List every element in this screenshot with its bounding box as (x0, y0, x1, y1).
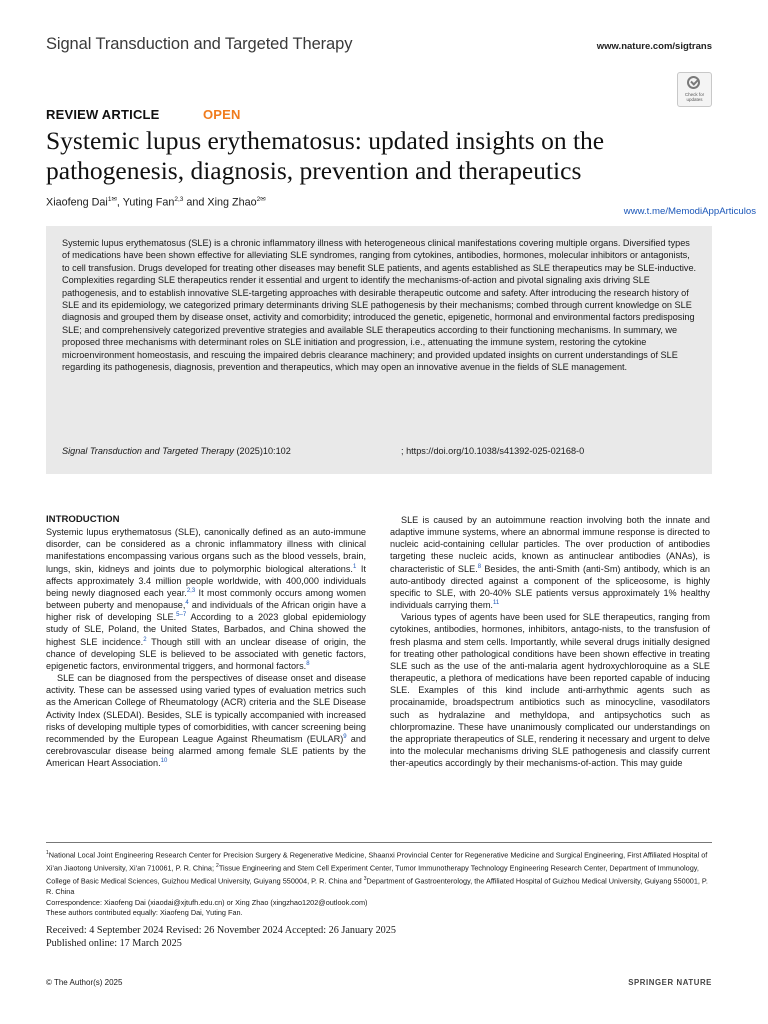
section-heading: INTRODUCTION (46, 514, 120, 525)
body-column-left (46, 514, 366, 769)
text-run: Besides, the anti-Smith (anti-Sm) antibody, which is an auto-antibody directed against a component of the spliceosome, is highly specific to SLE, with 20-40% SLE patients versus approximately 1% healthy individuals carrying them. (390, 563, 711, 611)
text-run: It affects approximately 3.4 million people worldwide, with 400,000 individuals being newly diagnosed each year. (46, 563, 366, 598)
check-updates-label: Check for updates (684, 92, 705, 102)
reference-marker[interactable]: 5–7 (176, 612, 187, 619)
text-run: National Local Joint Engineering Research Center for Precision Surgery & Regenerative Medicine, Shaanxi Provincial Center for Regenerative Medicine and Surgical Engineering, First Affiliated Hospital of Xi'an Jiaotong University, Xi'an 710061, P. R. China; (46, 850, 708, 873)
reference-marker[interactable]: 2,3 (186, 587, 196, 594)
author-separator: and (183, 196, 208, 209)
affiliation-marker: 2 (216, 863, 219, 870)
open-access-badge: OPEN (203, 107, 241, 122)
body-paragraph (46, 526, 366, 672)
right-column-paragraphs (390, 514, 710, 769)
author-affiliation: 1 (107, 196, 112, 203)
text-run: Correspondence: Xiaofeng Dai (xiaodai@xjtufh.edu.cn) or Xing Zhao (xingzhao1202@outlook.com) (46, 897, 368, 907)
footnote-entry (46, 908, 712, 919)
author-list (46, 195, 266, 209)
check-for-updates-badge[interactable] (677, 72, 712, 107)
text-run: Tissue Engineering and Stem Cell Experiment Center, Tumor Immunotherapy Technology Engineering Research Center, Department of Immunology, College of Basic Medical Sciences, Guizhou Medical University, Guiyang 550004, P. R. China and (46, 863, 699, 886)
body-paragraph (390, 514, 710, 611)
article-title: Systemic lupus erythematosus: updated insights on the pathogenesis, diagnosis, prevention and therapeutics (46, 126, 605, 185)
text-run: Various types of agents have been used for SLE therapeutics, ranging from cytokines, antibodies, hormones, inhibitors, antago-nists, to the transfusion of fresh plasma and stem cells. Importantly, while several drugs initially designed for treating other pathological conditions have been shown effective in treating SLE such as the use of the anti-malaria agent hydroxychloroquine as a SLE therapeutic, a plethora of medications have been reported capable of inducing SLE. Examples of this kind include anti-arrhythmic agents such as procainamide, broadspectrum antibiotics such as minocycline, vasodilators such as hydralazine and methyldopa, and antipsychotics such as chlorpromazine. These have unanimously complicated our understandings on the appropriate therapeutics of SLE, rendering it necessary and urgent to delve into the molecular mechanisms driving SLE pathogenesis and classify current ther-apeutics accordingly by their mechanisms-of-action. This may guide (390, 612, 710, 769)
reference-marker[interactable]: 2 (143, 636, 147, 643)
reference-marker[interactable]: 8 (306, 660, 310, 667)
published-date: Published online: 17 March 2025 (46, 937, 182, 949)
author-affiliation: 2,3 (174, 196, 184, 203)
footnote-entry (46, 898, 712, 909)
telegram-link[interactable]: www.t.me/MemodiAppArticulos (623, 206, 756, 217)
text-run: and individuals of the African origin have a higher risk of developing SLE. (46, 600, 366, 623)
abstract-text: Systemic lupus erythematosus (SLE) is a chronic inflammatory illness with heterogeneous clinical manifestations covering multiple organs. Diversified types of medications have been shown effective for alleviating SLE syndromes, ranging from cytokines, antibodies, hormones, molecular inhibitors or antagonists, to cell transfusion. Drugs developed for treating other diseases may benefit SLE patients, and agents established as SLE therapeutics may be SLE-inductive. Complexities regarding SLE therapeutics render it essential and urgent to identify the mechanisms-of-action and pivotal signaling axis driving SLE pathogenesis, and to establish innovative SLE-targeting approaches with desirable therapeutic outcome and safety. After introducing the research history of SLE and its epidemiology, we categorized primary determinants driving SLE pathogenesis by their mechanisms; combed through current knowledge on SLE diagnosis and grouped them by disease onset, activity and comorbidity; introduced the genetic, epigenetic, hormonal and environmental factors predisposing SLE; and comprehensively categorized preventive strategies and available SLE therapeutics according to their functioning mechanisms. In summary, we proposed three mechanisms with determinant roles on SLE initiation and progression, i.e., attenuating the immune system, restoring the cytokine microenvironment homeostasis, and rescuing the impaired debris clearance machinery; and provided updated insights on current understandings of SLE regarding its pathogenesis, diagnosis, prevention and therapeutics, which may open an innovative avenue in the fields of SLE management. (62, 238, 697, 373)
author-separator: , (116, 196, 123, 209)
publisher-logo: SPRINGER NATURE (628, 978, 712, 987)
article-type: REVIEW ARTICLE (46, 107, 160, 122)
reference-marker[interactable]: 1 (352, 563, 357, 570)
citation-volume: (2025)10:102 (233, 446, 291, 456)
reference-marker[interactable]: 11 (492, 600, 500, 607)
author-affiliation: 2 (256, 196, 261, 203)
text-run: According to a 2023 global epidemiology study of SLE, Poland, the United States, Barbados, and China showed the highest SLE incidence. (46, 612, 366, 647)
text-run: SLE can be diagnosed from the perspectives of disease onset and disease activity. These can be assessed using varied types of evaluation metrics such as the American College of Rheumatology (ACR) criteria and the SLE Disease Activity Index (SLEDAI). Besides, SLE is typically accompanied with increased risks of developing multiple types of comorbidities, with cancer screening being recommended by the European League Against Rheumatism (EULAR) (46, 673, 366, 744)
body-paragraph (46, 672, 366, 769)
email-icon[interactable]: ✉ (260, 196, 266, 203)
text-run: It most commonly occurs among women between puberty and menopause, (46, 587, 367, 611)
journal-website-link[interactable]: www.nature.com/sigtrans (596, 41, 712, 52)
text-run: SLE is caused by an autoimmune reaction involving both the innate and adaptive immune systems, where an abnormal immune response is directed to nucleic acid-containing cellular particles. The over production of antibodies targeting these nucleic acids, known as antinuclear antibodies (ANAs), is characteristic of SLE. (390, 515, 710, 574)
footnotes (46, 848, 712, 919)
author-name: Xing Zhao (207, 196, 257, 209)
abstract-box (46, 226, 712, 474)
text-run: Department of Gastroenterology, the Affiliated Hospital of Guizhou Medical University, Guiyang 550001, P. R. China (46, 876, 708, 897)
author-name: Xiaofeng Dai (46, 196, 108, 209)
citation-journal: Signal Transduction and Targeted Therapy (62, 446, 234, 456)
text-run: and cerebrovascular disease being alarmed among female SLE patients by the American Heart Association. (46, 733, 367, 769)
text-run: These authors contributed equally: Xiaofeng Dai, Yuting Fan. (46, 908, 243, 918)
reference-marker[interactable]: 10 (160, 758, 168, 765)
affiliation-marker: 1 (46, 850, 49, 856)
article-dates (46, 925, 546, 950)
author-name: Yuting Fan (122, 196, 175, 209)
body-column-right (390, 514, 710, 769)
left-column-paragraphs (46, 526, 366, 769)
copyright: © The Author(s) 2025 (46, 978, 123, 987)
footnote-entry (46, 848, 712, 898)
doi-link[interactable]: ; https://doi.org/10.1038/s41392-025-02168-0 (401, 446, 585, 456)
reference-marker[interactable]: 9 (343, 733, 347, 740)
check-updates-icon (687, 76, 700, 89)
text-run: Though still with an unclear disease of origin, the chance of developing SLE is believed to be associated with genetic factors, epigenetic factors, environmental triggers, and hormonal factors. (46, 636, 366, 671)
received-dates: Received: 4 September 2024 Revised: 26 November 2024 Accepted: 26 January 2025 (46, 925, 396, 936)
affiliation-marker: 3 (363, 876, 367, 883)
reference-marker[interactable]: 4 (185, 600, 189, 607)
text-run: Systemic lupus erythematosus (SLE), canonically defined as an auto-immune disorder, can be considered as a chronic inflammatory illness with clinical manifestations encompassing various organs such as the blood vessels, brain, lungs, skin, kidneys and joints due to polymorphic biological alterations. (46, 527, 366, 574)
citation (62, 446, 291, 456)
email-icon[interactable]: ✉ (111, 196, 117, 203)
reference-marker[interactable]: 8 (477, 563, 482, 570)
footnote-divider (46, 842, 712, 843)
body-paragraph (390, 611, 710, 769)
journal-name: Signal Transduction and Targeted Therapy (46, 35, 353, 53)
